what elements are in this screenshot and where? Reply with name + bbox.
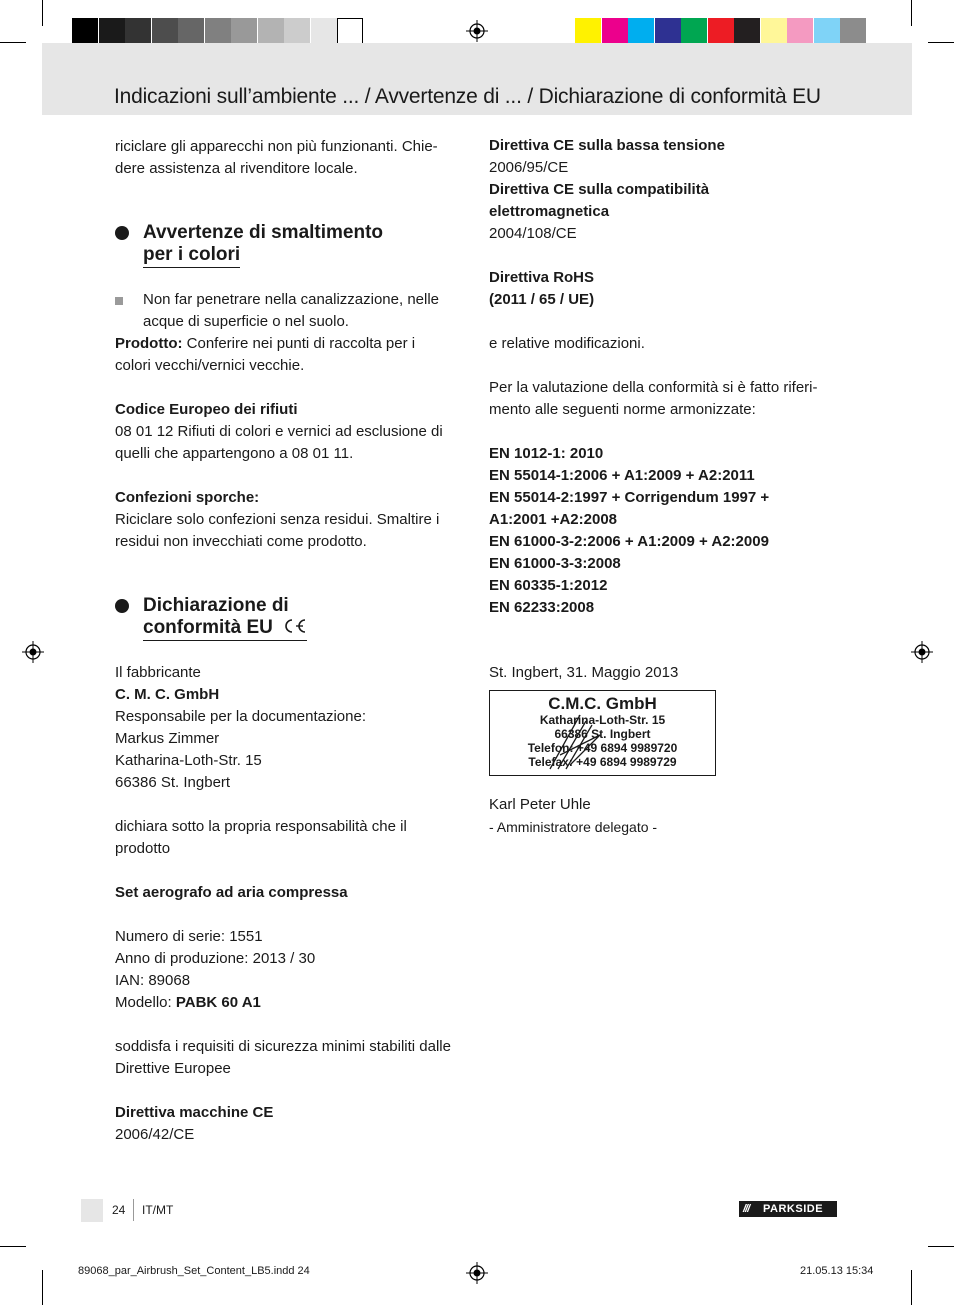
manufacturer-name: C. M. C. GmbH	[115, 686, 220, 703]
heading-line: per i colori	[143, 244, 240, 268]
low-voltage-code: 2006/95/CE	[489, 159, 569, 176]
brand-name: PARKSIDE	[763, 1203, 824, 1215]
standard-item: EN 1012-1: 2010	[489, 445, 604, 462]
standard-item: EN 55014-2:1997 + Corrigendum 1997 +	[489, 489, 770, 506]
color-swatch	[681, 18, 707, 45]
page-number-box	[81, 1199, 103, 1222]
intro-text	[115, 136, 438, 180]
registration-mark-icon	[466, 1262, 488, 1284]
emc-code: 2004/108/CE	[489, 225, 577, 242]
dirty-pack-title: Confezioni sporche:	[115, 489, 260, 506]
color-swatch	[284, 18, 310, 45]
crop-mark	[928, 42, 954, 43]
heading-line: Avvertenze di smaltimento	[143, 222, 384, 243]
signer-block	[489, 794, 657, 838]
stamp-line: C.M.C. GmbH	[548, 694, 657, 713]
crop-mark	[0, 42, 26, 43]
doc-resp-line: 66386 St. Ingbert	[115, 774, 231, 791]
standard-item: EN 61000-3-2:2006 + A1:2009 + A2:2009	[489, 533, 769, 550]
color-swatch	[734, 18, 760, 45]
place-date: St. Ingbert, 31. Maggio 2013	[489, 664, 679, 681]
doc-resp-line: Katharina-Loth-Str. 15	[115, 752, 262, 769]
signature-scribble	[540, 695, 620, 773]
color-swatch	[152, 18, 178, 45]
color-swatch	[258, 18, 284, 45]
crop-mark	[911, 0, 912, 26]
crop-mark	[0, 1246, 26, 1247]
low-voltage-title: Direttiva CE sulla bassa tensione	[489, 137, 725, 154]
dirty-pack-text: Riciclare solo confezioni senza residui. Smaltire i	[115, 511, 440, 528]
language-code: IT/MT	[142, 1203, 174, 1217]
satisfies-line: soddisfa i requisiti di sicurezza minimi stabiliti dalle	[115, 1038, 451, 1055]
standard-item: EN 61000-3-3:2008	[489, 555, 621, 572]
color-swatch	[575, 18, 601, 45]
product-text: colori vecchi/vernici vecchie.	[115, 357, 305, 374]
color-swatch	[655, 18, 681, 45]
stamp-line: Telefon: +49 6894 9989720	[527, 741, 678, 755]
emc-title: elettromagnetica	[489, 203, 610, 220]
manufacturer-label: Il fabbricante	[115, 664, 201, 681]
waste-code-title: Codice Europeo dei rifiuti	[115, 401, 298, 418]
doc-resp-line: Markus Zimmer	[115, 730, 220, 747]
stamp-line: Katharina-Loth-Str. 15	[539, 713, 666, 727]
rohs-title: (2011 / 65 / UE)	[489, 291, 595, 308]
section-bullet-icon	[115, 599, 129, 613]
model-label: Modello:	[115, 994, 176, 1011]
section-bullet-icon	[115, 226, 129, 240]
color-swatch	[125, 18, 151, 45]
section-heading-conformity	[143, 595, 307, 641]
evaluation-text: Per la valutazione della conformità si è fatto riferi-	[489, 379, 818, 396]
declares-line: dichiara sotto la propria responsabilità che il	[115, 818, 407, 835]
color-swatch	[708, 18, 734, 45]
brand-logo	[739, 1201, 837, 1217]
signer-name: Karl Peter Uhle	[489, 796, 591, 813]
serial-number: Numero di serie: 1551	[115, 928, 263, 945]
ian-number: IAN: 89068	[115, 972, 191, 989]
standard-item: A1:2001 +A2:2008	[489, 511, 618, 528]
emc-title: Direttiva CE sulla compatibilità	[489, 181, 710, 198]
amendments-text: e relative modificazioni.	[489, 335, 645, 352]
waste-code-text: quelli che appartengono a 08 01 11.	[115, 445, 354, 462]
footer-divider	[133, 1199, 134, 1221]
color-swatch	[205, 18, 231, 45]
color-swatch	[72, 18, 98, 45]
dirty-pack-text: residui non invecchiati come prodotto.	[115, 533, 367, 550]
declares-line: prodotto	[115, 840, 171, 857]
waste-code-text: 08 01 12 Rifiuti di colori e vernici ad esclusione di	[115, 423, 443, 440]
intro-line: riciclare gli apparecchi non più funzionanti. Chie-	[115, 138, 438, 155]
list-item	[143, 289, 439, 333]
production-year: Anno di produzione: 2013 / 30	[115, 950, 316, 967]
page-number: 24	[112, 1203, 126, 1217]
color-swatch	[840, 18, 866, 45]
evaluation-text: mento alle seguenti norme armonizzate:	[489, 401, 756, 418]
product-label: Prodotto:	[115, 335, 183, 352]
heading-line: conformità EU	[143, 617, 273, 638]
crop-mark	[928, 1246, 954, 1247]
crop-mark	[42, 0, 43, 26]
color-swatch	[814, 18, 840, 45]
color-swatch	[787, 18, 813, 45]
page-title: Indicazioni sull’ambiente ... / Avvertenze di ... / Dichiarazione di conformità EU	[114, 85, 821, 108]
crop-mark	[911, 1270, 912, 1305]
standard-item: EN 55014-1:2006 + A1:2009 + A2:2011	[489, 467, 755, 484]
machinery-directive-code: 2006/42/CE	[115, 1126, 195, 1143]
brand-slashes: ///	[743, 1203, 750, 1215]
company-stamp	[489, 690, 716, 776]
color-swatch	[628, 18, 654, 45]
color-swatch	[337, 18, 363, 45]
file-slug: 89068_par_Airbrush_Set_Content_LB5.indd 24	[78, 1265, 310, 1277]
standard-item: EN 62233:2008	[489, 599, 595, 616]
crop-mark	[42, 1270, 43, 1305]
list-item-line: Non far penetrare nella canalizzazione, nelle	[143, 291, 440, 308]
intro-line: dere assistenza al rivenditore locale.	[115, 160, 358, 177]
product-name: Set aerografo ad aria compressa	[115, 884, 348, 901]
registration-mark-icon	[911, 641, 933, 663]
color-swatch	[761, 18, 787, 45]
declaration-body	[115, 662, 475, 1146]
directives-list	[489, 135, 869, 619]
list-item-line: acque di superficie o nel suolo.	[143, 313, 349, 330]
section-heading-disposal	[143, 222, 383, 268]
standard-item: EN 60335-1:2012	[489, 577, 608, 594]
registration-mark-icon	[22, 641, 44, 663]
ce-mark-icon	[281, 618, 307, 634]
doc-resp-label: Responsabile per la documentazione:	[115, 708, 366, 725]
color-swatch	[231, 18, 257, 45]
stamp-line: 66386 St. Ingbert	[554, 727, 651, 741]
color-swatch	[311, 18, 337, 45]
color-swatch	[99, 18, 125, 45]
color-swatch	[602, 18, 628, 45]
list-bullet-icon	[115, 297, 123, 305]
stamp-line: Telefax: +49 6894 9989729	[528, 755, 677, 769]
machinery-directive-title: Direttiva macchine CE	[115, 1104, 274, 1121]
rohs-title: Direttiva RoHS	[489, 269, 595, 286]
product-text: Conferire nei punti di raccolta per i	[182, 335, 416, 352]
product-paragraph	[115, 333, 475, 553]
model-value: PABK 60 A1	[175, 994, 261, 1011]
registration-mark-icon	[466, 20, 488, 42]
signer-role: - Amministratore delegato -	[489, 819, 658, 835]
satisfies-line: Direttive Europee	[115, 1060, 231, 1077]
color-swatch	[178, 18, 204, 45]
heading-line: Dichiarazione di	[143, 595, 289, 616]
date-slug: 21.05.13 15:34	[800, 1265, 874, 1277]
